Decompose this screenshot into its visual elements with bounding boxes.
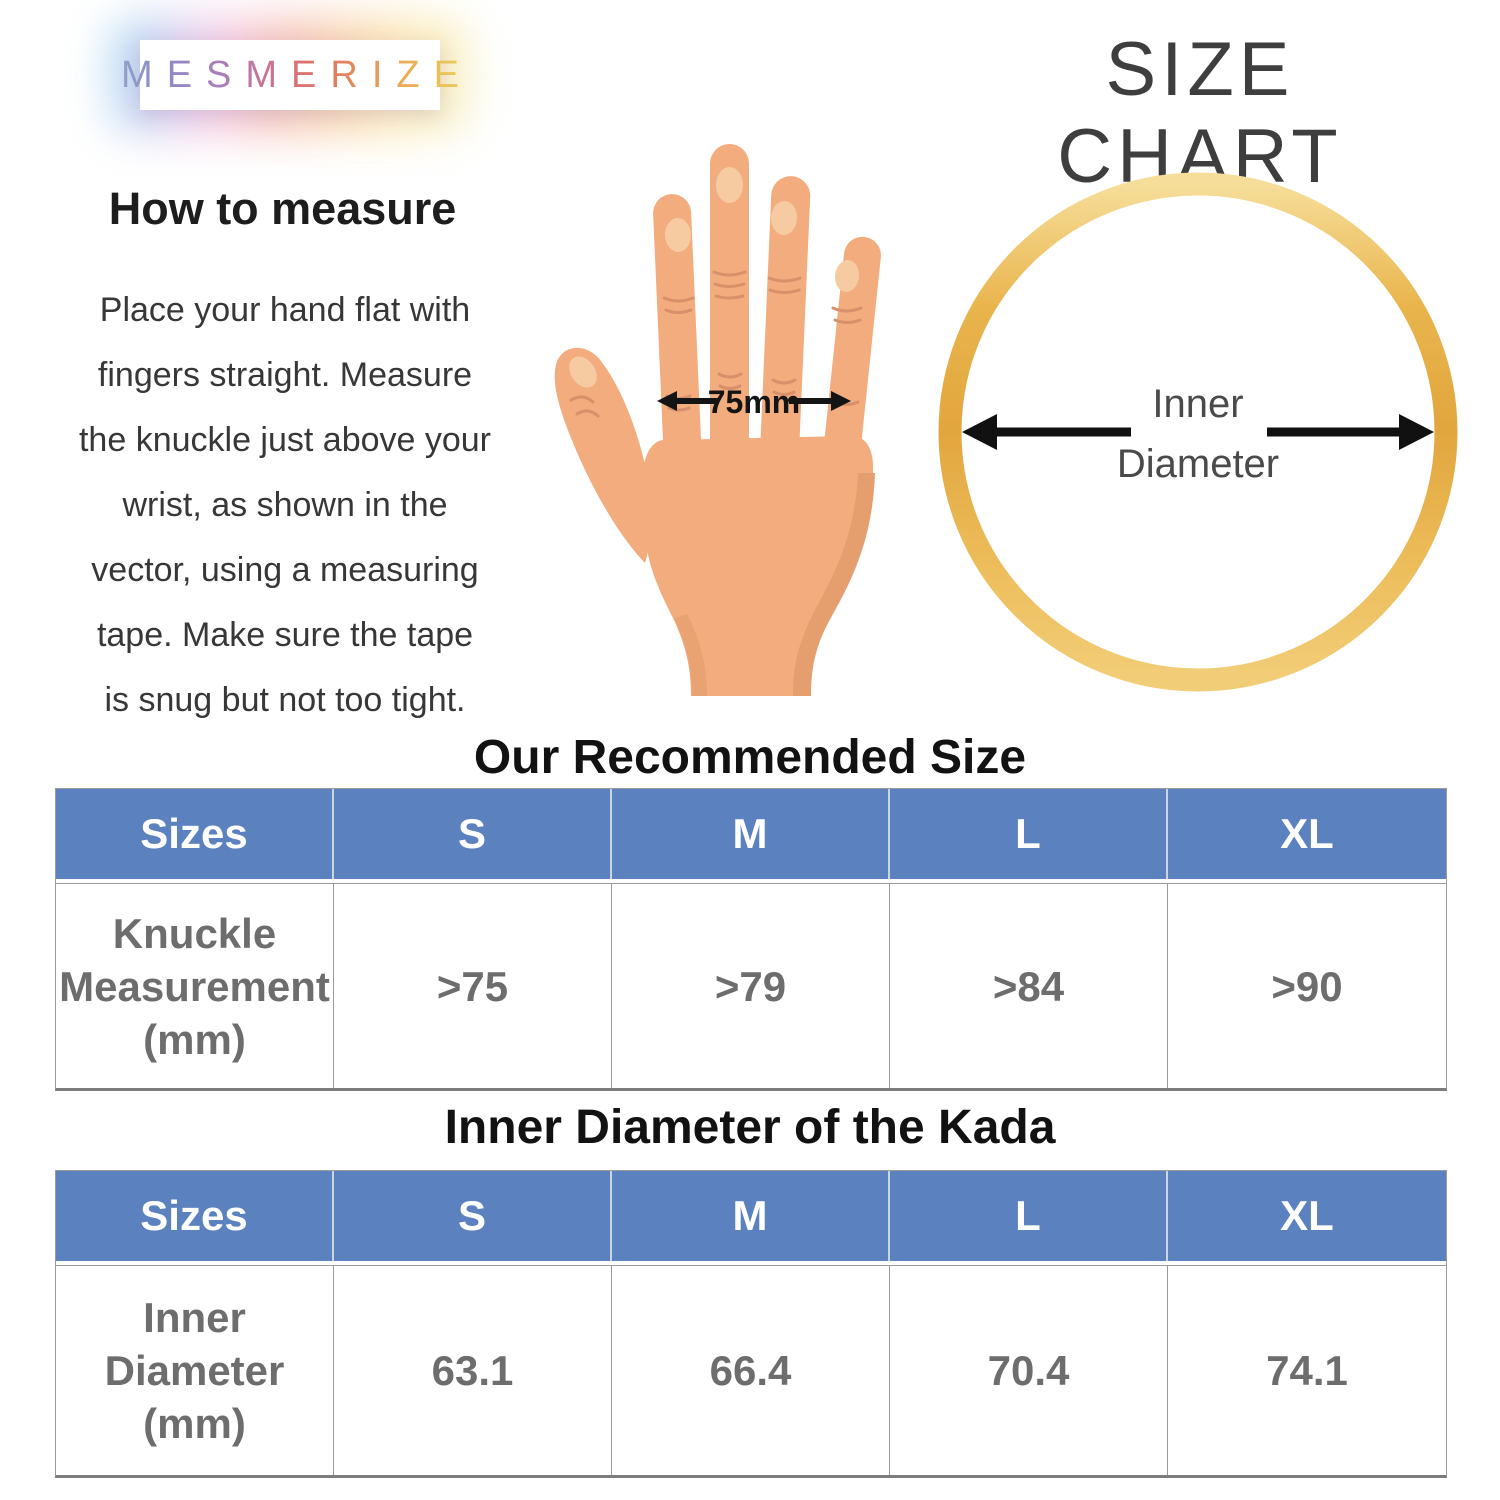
htm-line: tape. Make sure the tape <box>96 616 474 654</box>
value-cell-xl: >90 <box>1168 884 1446 1088</box>
logo-box <box>121 40 473 110</box>
value-cell-xl: 74.1 <box>1168 1266 1446 1475</box>
value-cell-l: 70.4 <box>890 1266 1168 1475</box>
htm-line: is snug but not too tight. <box>104 681 466 719</box>
brand-logo <box>121 40 473 110</box>
value-cell-s: >75 <box>334 884 612 1088</box>
header-cell-s: S <box>334 1171 612 1261</box>
arrow-right-head <box>1399 414 1434 450</box>
header-cell-s: S <box>334 789 612 879</box>
header-cell-xl: XL <box>1168 789 1446 879</box>
value-cell-m: >79 <box>612 884 890 1088</box>
row-label-cell <box>56 884 334 1088</box>
row-label-line: Measurement <box>59 962 330 1010</box>
header-cell-xl: XL <box>1168 1171 1446 1261</box>
how-to-measure-heading: How to measure <box>108 183 457 234</box>
kada-diagram <box>935 165 1465 705</box>
table-body-row <box>56 1265 1446 1475</box>
thumb <box>555 348 652 563</box>
header-cell-sizes: Sizes <box>56 789 334 879</box>
recommended-size-table <box>55 788 1447 1091</box>
htm-line: wrist, as shown in the <box>122 486 448 524</box>
row-label-line: (mm) <box>143 1400 246 1447</box>
htm-line: the knuckle just above your <box>78 421 492 459</box>
row-label-line: Diameter <box>104 1347 285 1394</box>
htm-line: vector, using a measuring <box>91 551 479 589</box>
htm-line: fingers straight. Measure <box>97 356 473 394</box>
inner-diameter-table <box>55 1170 1447 1478</box>
value-cell-s: 63.1 <box>334 1266 612 1475</box>
table-header-row <box>56 789 1446 883</box>
header-cell-m: M <box>612 789 890 879</box>
table-header-row <box>56 1171 1446 1265</box>
header-cell-l: L <box>890 1171 1168 1261</box>
value-cell-m: 66.4 <box>612 1266 890 1475</box>
hand-illustration <box>543 138 885 704</box>
header-cell-sizes: Sizes <box>56 1171 334 1261</box>
page-title: SIZE CHART <box>1057 27 1343 199</box>
htm-line: Place your hand flat with <box>99 291 471 329</box>
table-body-row <box>56 883 1446 1088</box>
middle-nail <box>716 167 743 203</box>
recommended-size-caption: Our Recommended Size <box>473 731 1027 784</box>
how-to-measure-text <box>35 278 535 733</box>
row-label-cell <box>56 1266 334 1475</box>
inner-diameter-label-line2: Diameter <box>1116 442 1280 486</box>
header-cell-l: L <box>890 789 1168 879</box>
inner-diameter-caption: Inner Diameter of the Kada <box>444 1101 1056 1154</box>
measurement-label: 75mm <box>707 384 801 420</box>
header-cell-m: M <box>612 1171 890 1261</box>
inner-diameter-label-line1: Inner <box>1152 382 1244 426</box>
row-label-line: Inner <box>143 1294 246 1341</box>
row-label-line: Knuckle <box>112 909 277 957</box>
value-cell-l: >84 <box>890 884 1168 1088</box>
row-label-line: (mm) <box>143 1015 246 1063</box>
brand-name: MESMERIZE <box>107 54 473 97</box>
